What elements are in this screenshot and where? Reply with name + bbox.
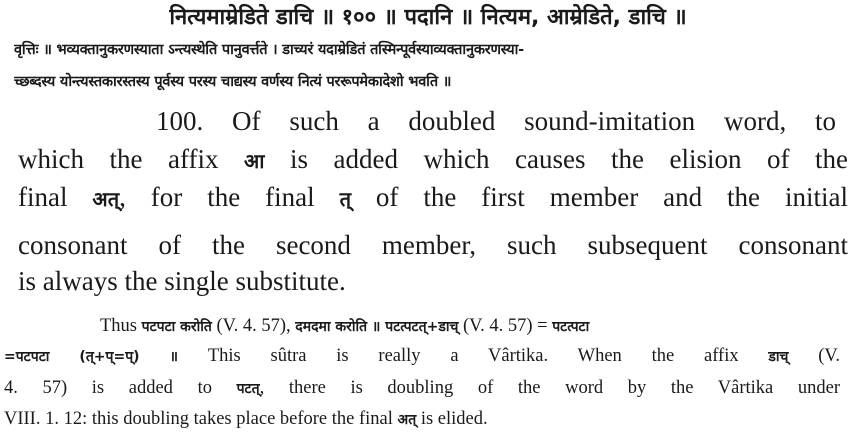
- devanagari-term: त्: [339, 187, 351, 211]
- devanagari-term: =पटपटा (त्+प्=प्) ॥: [4, 349, 179, 365]
- devanagari-term: दमदमा करोति ॥ पटत्पटत्+डाच्: [295, 319, 459, 335]
- note-text: This sûtra is really a Vârtika. When the affix: [178, 346, 769, 366]
- note-text: , there is doubling of the word by the Vârtika under: [259, 378, 840, 398]
- devanagari-term: अत्: [397, 412, 417, 428]
- vrtti-line-1: वृत्तिः ॥ भव्यक्तानुकरणस्याता ऽन्त्यस्थेति पानुवर्त्तते । डाच्यरं यदाम्रेडितं तस्मिन्पूर्वस्याव्यक्तानुकरणस्या-: [14, 42, 525, 58]
- translation-text: which the affix: [18, 144, 245, 174]
- note-text: (V. 4. 57),: [211, 316, 296, 336]
- devanagari-term: पटत्पटा: [552, 319, 590, 335]
- translation-line-1: 100. Of such a doubled sound-imitation word, to: [156, 106, 836, 136]
- translation-line-3: [18, 180, 848, 216]
- devanagari-term: अत्: [92, 187, 120, 211]
- note-line-1: [100, 312, 840, 341]
- note-text: is elided.: [416, 409, 488, 429]
- translation-text: , for the final: [119, 182, 340, 212]
- translation-text: is added which causes the elision of the: [264, 144, 848, 174]
- devanagari-term: पटत्: [236, 381, 260, 397]
- vrtti-line-2: च्छब्दस्य योन्त्यस्तकारस्तस्य पूर्वस्य परस्य चाद्यस्य वर्णस्य नित्यं पररूपमेकादेशो भवति ॥: [14, 74, 452, 90]
- translation-line-5: is always the single substitute.: [18, 266, 346, 296]
- note-text: (V. 4. 57) =: [458, 316, 553, 336]
- note-text: 4. 57) is added to: [4, 378, 237, 398]
- translation-text: of the first member and the initial: [350, 182, 848, 212]
- note-line-2: [4, 342, 840, 371]
- devanagari-term: पटपटा करोति: [141, 319, 212, 335]
- note-line-3: [4, 374, 840, 403]
- sutra-header: नित्यमाम्रेडिते डाचि ॥ १०० ॥ पदानि ॥ नित्यम, आम्रेडिते, डाचि ॥: [169, 5, 687, 30]
- note-text: VIII. 1. 12: this doubling takes place before the final: [4, 409, 398, 429]
- note-text: Thus: [100, 316, 142, 336]
- translation-text: final: [18, 182, 93, 212]
- note-line-4: [4, 405, 840, 434]
- translation-line-2: [18, 142, 848, 178]
- note-text: (V.: [788, 346, 840, 366]
- devanagari-term: डाच्: [768, 349, 789, 365]
- devanagari-term: आ: [244, 149, 265, 173]
- translation-line-4: consonant of the second member, such subsequent consonant: [18, 230, 848, 260]
